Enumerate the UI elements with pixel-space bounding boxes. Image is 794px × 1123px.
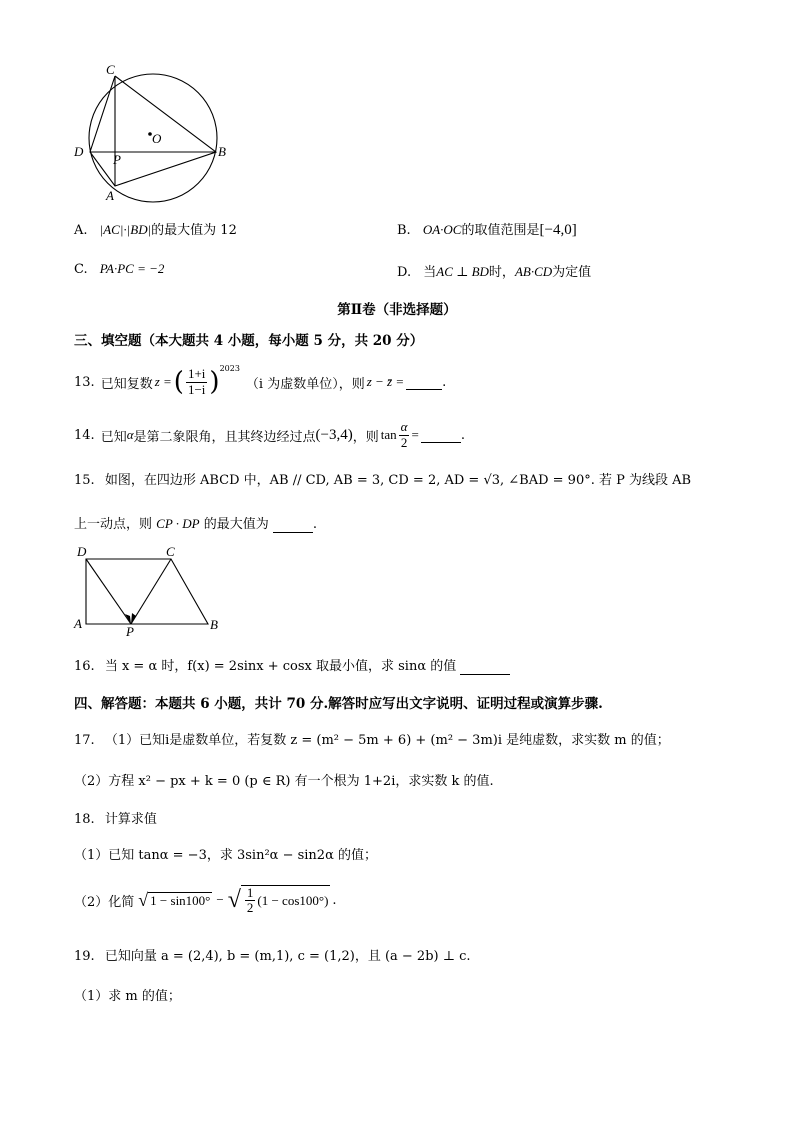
circle-figure (70, 62, 240, 212)
option-b-expr: OA·OC (422, 222, 462, 237)
segment-dp (86, 559, 131, 624)
trapezoid (86, 559, 208, 624)
arrow-dp (125, 614, 131, 624)
question-18-part1: （1）已知 tanα = −3，求 3sin²α − sin2α 的值； (74, 848, 377, 863)
label-c: C (106, 62, 115, 77)
label-b: B (210, 617, 218, 632)
option-a-expr: |AC|·|BD| (99, 222, 152, 237)
part3-title: 三、填空题（本大题共 4 小题，每小题 5 分，共 20 分） (74, 333, 424, 349)
option-c-expr: PA·PC = −2 (99, 261, 165, 276)
arrow-cp (131, 613, 136, 624)
label-a: A (106, 188, 114, 203)
question-16: 16. 当 x = α 时，f(x) = 2sinx + cosx 取最小值，求 sinα 的值 (74, 655, 510, 675)
label-d: D (77, 544, 87, 559)
label-o: O (152, 131, 162, 146)
label-d: D (74, 144, 84, 159)
option-a: A. |AC|·|BD|的最大值为 12 (74, 222, 237, 238)
label-p: P (126, 624, 134, 638)
answer-blank-13[interactable] (406, 374, 442, 390)
answer-blank-15[interactable] (273, 517, 313, 533)
question-15-line1: 15. 如图，在四边形 ABCD 中，AB // CD, AB = 3, CD = 2, AD = √3, ∠BAD = 90°. 若 P 为线段 AB (74, 473, 692, 488)
question-19: 19. 已知向量 a = (2,4), b = (m,1), c = (1,2)，且 (a − 2b) ⊥ c. (74, 949, 471, 964)
question-19-part1: （1）求 m 的值； (74, 989, 181, 1004)
question-14: 14. 已知 α 是第二象限角，且其终边经过点 (−3,4) ，则 tan $\frac{\alpha}{2}$ = . (74, 419, 465, 450)
part4-title: 四、解答题：本题共 6 小题，共计 70 分.解答时应写出文字说明、证明过程或演算步骤. (74, 696, 603, 712)
question-13: 13. 已知复数 z = ( $\frac{1+i}{1-i}$ ) $^{2023}$ （i 为虚数单位），则 z − z̄ = . (74, 364, 447, 397)
answer-blank-14[interactable] (421, 427, 461, 443)
question-15-line2: 上一动点，则 CP · DP 的最大值为 . (74, 516, 318, 532)
section2-title: 第Ⅱ卷（非选择题） (337, 302, 457, 318)
label-b: B (218, 144, 226, 159)
segment-cp (131, 559, 171, 624)
label-c: C (166, 544, 175, 559)
option-c: C. PA·PC = −2 (74, 261, 165, 277)
question-17-part2: （2）方程 x² − px + k = 0 (p ∈ R) 有一个根为 1+2i，求实数 k 的值. (74, 774, 494, 789)
option-b: B. OA·OC的取值范围是[−4,0] (397, 222, 577, 238)
question-17-part1: 17. （1）已知i是虚数单位，若复数 z = (m² − 5m + 6) + (m² − 3m)i 是纯虚数，求实数 m 的值； (74, 733, 670, 748)
label-p: P (113, 152, 121, 167)
trapezoid-figure (70, 543, 230, 638)
question-18-part2: （2）化简 √ 1 − sin100° − √ $\frac{1}{2}$ (1 − cos100°) . (74, 884, 337, 915)
question-18-title: 18. 计算求值 (74, 812, 157, 827)
option-d: D. 当AC ⊥ BD时，AB·CD为定值 (397, 264, 592, 280)
label-a: A (74, 616, 82, 631)
answer-blank-16[interactable] (460, 659, 510, 675)
